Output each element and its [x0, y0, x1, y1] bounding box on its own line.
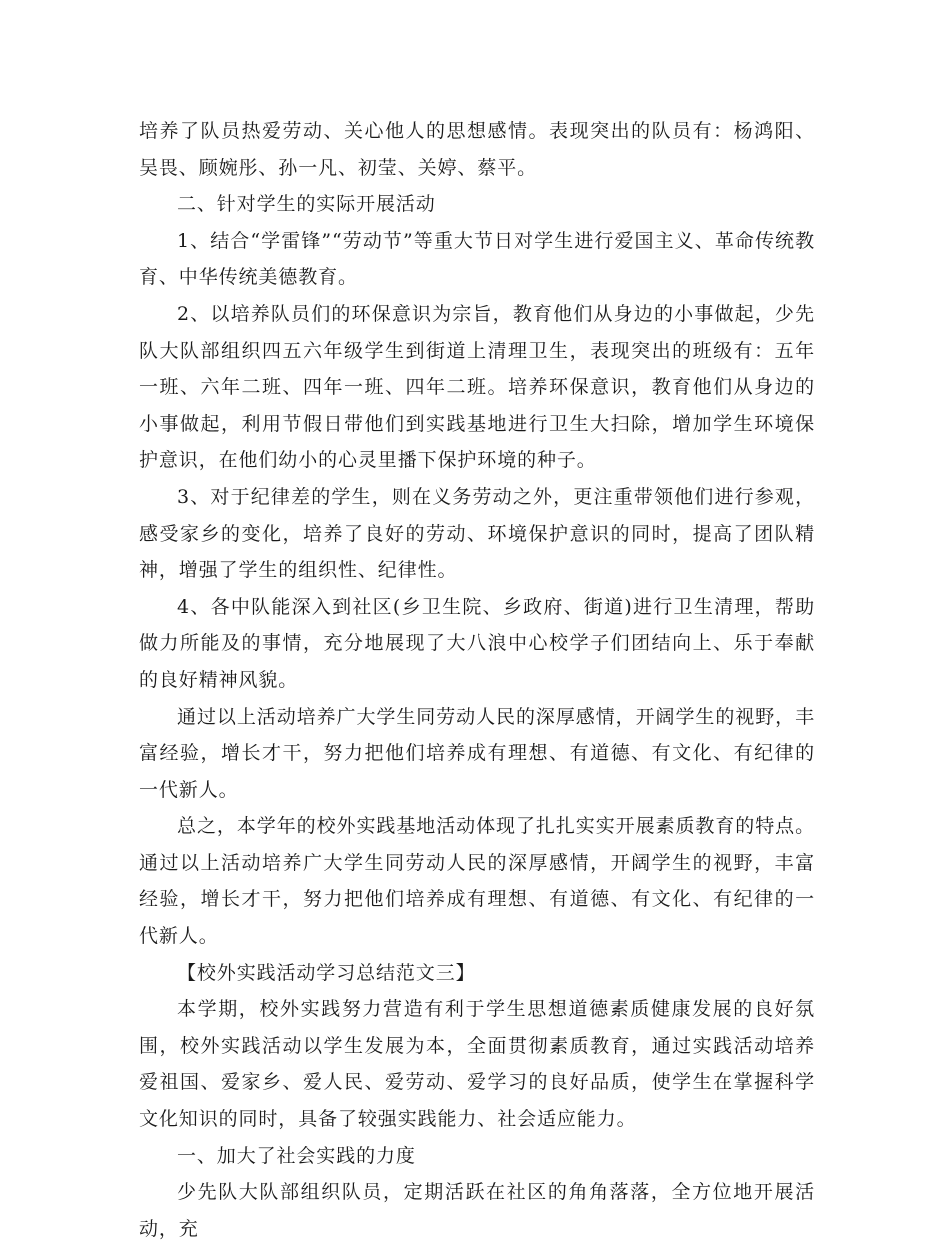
section-heading-activities: 二、针对学生的实际开展活动: [177, 193, 436, 216]
paragraph-item-4: 4、各中队能深入到社区(乡卫生院、乡政府、街道)进行卫生清理，帮助做力所能及的事情，充分地展现了大八浪中心校学子们团结向上、乐于奉献的良好精神风貌。: [139, 595, 815, 691]
paragraph-continuation: 培养了队员热爱劳动、关心他人的思想感情。表现突出的队员有：杨鸿阳、吴畏、顾婉彤、孙一凡、初莹、关婷、蔡平。: [139, 120, 815, 179]
document-body: [139, 113, 815, 1247]
section-heading-practice: 一、加大了社会实践的力度: [177, 1144, 416, 1167]
paragraph-item-1: 1、结合“学雷锋”“劳动节”等重大节日对学生进行爱国主义、革命传统教育、中华传统美德教育。: [139, 229, 815, 289]
section-title-sample-three: 【校外实践活动学习总结范文三】: [177, 961, 476, 984]
paragraph-conclusion: 总之，本学年的校外实践基地活动体现了扎扎实实开展素质教育的特点。通过以上活动培养广大学生同劳动人民的深厚感情，开阔学生的视野，丰富经验，增长才干，努力把他们培养成有理想、有道德、有文化、有纪律的一代新人。: [139, 815, 815, 948]
paragraph-summary: 通过以上活动培养广大学生同劳动人民的深厚感情，开阔学生的视野，丰富经验，增长才干，努力把他们培养成有理想、有道德、有文化、有纪律的一代新人。: [139, 705, 815, 801]
paragraph-item-2: 2、以培养队员们的环保意识为宗旨，教育他们从身边的小事做起，少先队大队部组织四五六年级学生到街道上清理卫生，表现突出的班级有：五年一班、六年二班、四年一班、四年二班。培养环保意识，教育他们从身边的小事做起，利用节假日带他们到实践基地进行卫生大扫除，增加学生环境保护意识，在他们幼小的心灵里播下保护环境的种子。: [139, 302, 815, 472]
paragraph-item-3: 3、对于纪律差的学生，则在义务劳动之外，更注重带领他们进行参观，感受家乡的变化，培养了良好的劳动、环境保护意识的同时，提高了团队精神，增强了学生的组织性、纪律性。: [139, 485, 815, 582]
paragraph-intro: 本学期，校外实践努力营造有利于学生思想道德素质健康发展的良好氛围，校外实践活动以学生发展为本，全面贯彻素质教育，通过实践活动培养爱祖国、爱家乡、爱人民、爱劳动、爱学习的良好品质，使学生在掌握科学文化知识的同时，具备了较强实践能力、社会适应能力。: [139, 998, 815, 1131]
paragraph-final: 少先队大队部组织队员，定期活跃在社区的角角落落，全方位地开展活动，充: [139, 1181, 815, 1240]
